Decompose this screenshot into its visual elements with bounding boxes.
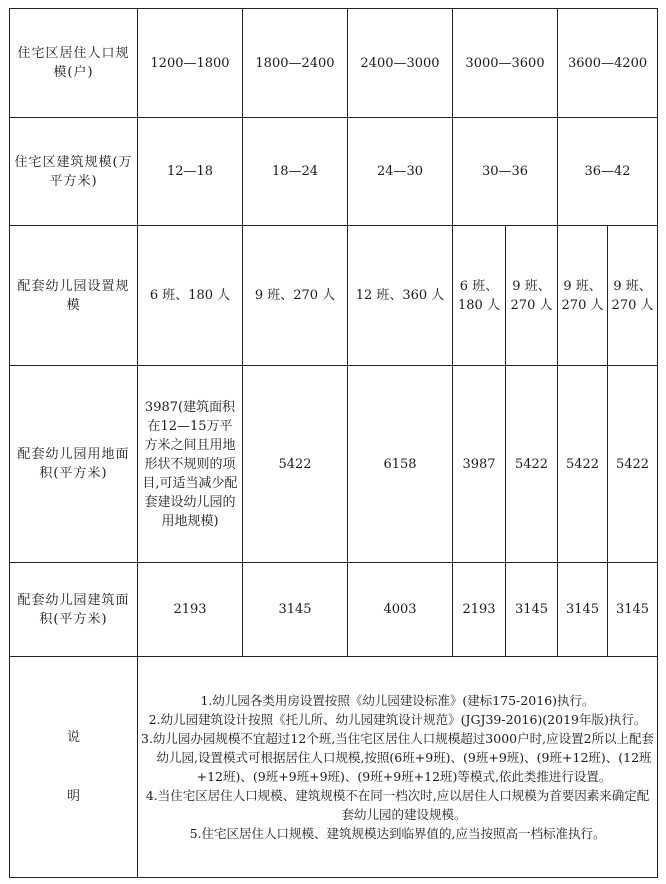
cell-building: 24—30 [348,118,453,226]
label-scale: 配套幼儿园设置规模 [10,226,138,366]
row-scale [10,226,658,366]
cell-area: 2193 [138,563,243,657]
cell-scale: 6 班、180 人 [453,226,506,366]
row-area [10,563,658,657]
kindergarten-spec-table [9,8,658,878]
cell-area: 3145 [243,563,348,657]
row-land [10,366,658,563]
cell-building: 36—42 [558,118,658,226]
notes-label-top: 说 [66,730,80,745]
label-building: 住宅区建筑规模(万平方米) [10,118,138,226]
cell-land: 5422 [558,366,608,563]
row-population [10,9,658,118]
cell-scale: 9 班、270 人 [506,226,558,366]
cell-scale: 6 班、180 人 [138,226,243,366]
note-item: 2.幼儿园建筑设计按照《托儿所、幼儿园建筑设计规范》(JGJ39-2016)(2019年版)执行。 [148,712,647,727]
notes-label-bottom: 明 [66,789,80,804]
cell-area: 4003 [348,563,453,657]
label-land: 配套幼儿园用地面积(平方米) [10,366,138,563]
notes-label [10,657,138,878]
cell-population: 3600—4200 [558,9,658,118]
cell-land: 5422 [608,366,658,563]
cell-area: 3145 [608,563,658,657]
cell-population: 2400—3000 [348,9,453,118]
cell-scale: 9 班、270 人 [608,226,658,366]
cell-area: 3145 [558,563,608,657]
cell-building: 12—18 [138,118,243,226]
cell-population: 1200—1800 [138,9,243,118]
cell-scale: 9 班、270 人 [243,226,348,366]
cell-area: 3145 [506,563,558,657]
notes-content [138,657,658,878]
cell-land: 3987(建筑面积在12—15万平方米之间且用地形状不规则的项目,可适当减少配套建设幼儿园的用地规模) [138,366,243,563]
note-item: 3.幼儿园办园规模不宜超过12个班,当住宅区居住人口规模超过3000户时,应设置2所以上配套幼儿园,设置模式可根据居住人口规模,按照(6班+9班)、(9班+9班)、(9班+12班)、(12班+12班)、(9班+9班+9班)、(9班+9班+12班)等模式,依此类推进行设置。 [141,731,655,784]
label-area: 配套幼儿园建筑面积(平方米) [10,563,138,657]
cell-land: 3987 [453,366,506,563]
cell-building: 18—24 [243,118,348,226]
cell-scale: 12 班、360 人 [348,226,453,366]
cell-population: 1800—2400 [243,9,348,118]
cell-building: 30—36 [453,118,558,226]
cell-land: 6158 [348,366,453,563]
cell-land: 5422 [243,366,348,563]
row-building [10,118,658,226]
cell-scale: 9 班、270 人 [558,226,608,366]
row-notes [10,657,658,878]
note-item: 4.当住宅区居住人口规模、建筑规模不在同一档次时,应以居住人口规模为首要因素来确定配套幼儿园的建设规模。 [145,788,650,822]
note-item: 1.幼儿园各类用房设置按照《幼儿园建设标准》(建标175-2016)执行。 [200,693,595,708]
label-population: 住宅区居住人口规模(户) [10,9,138,118]
cell-area: 2193 [453,563,506,657]
cell-population: 3000—3600 [453,9,558,118]
note-item: 5.住宅区居住人口规模、建筑规模达到临界值的,应当按照高一档标准执行。 [189,826,606,841]
cell-land: 5422 [506,366,558,563]
